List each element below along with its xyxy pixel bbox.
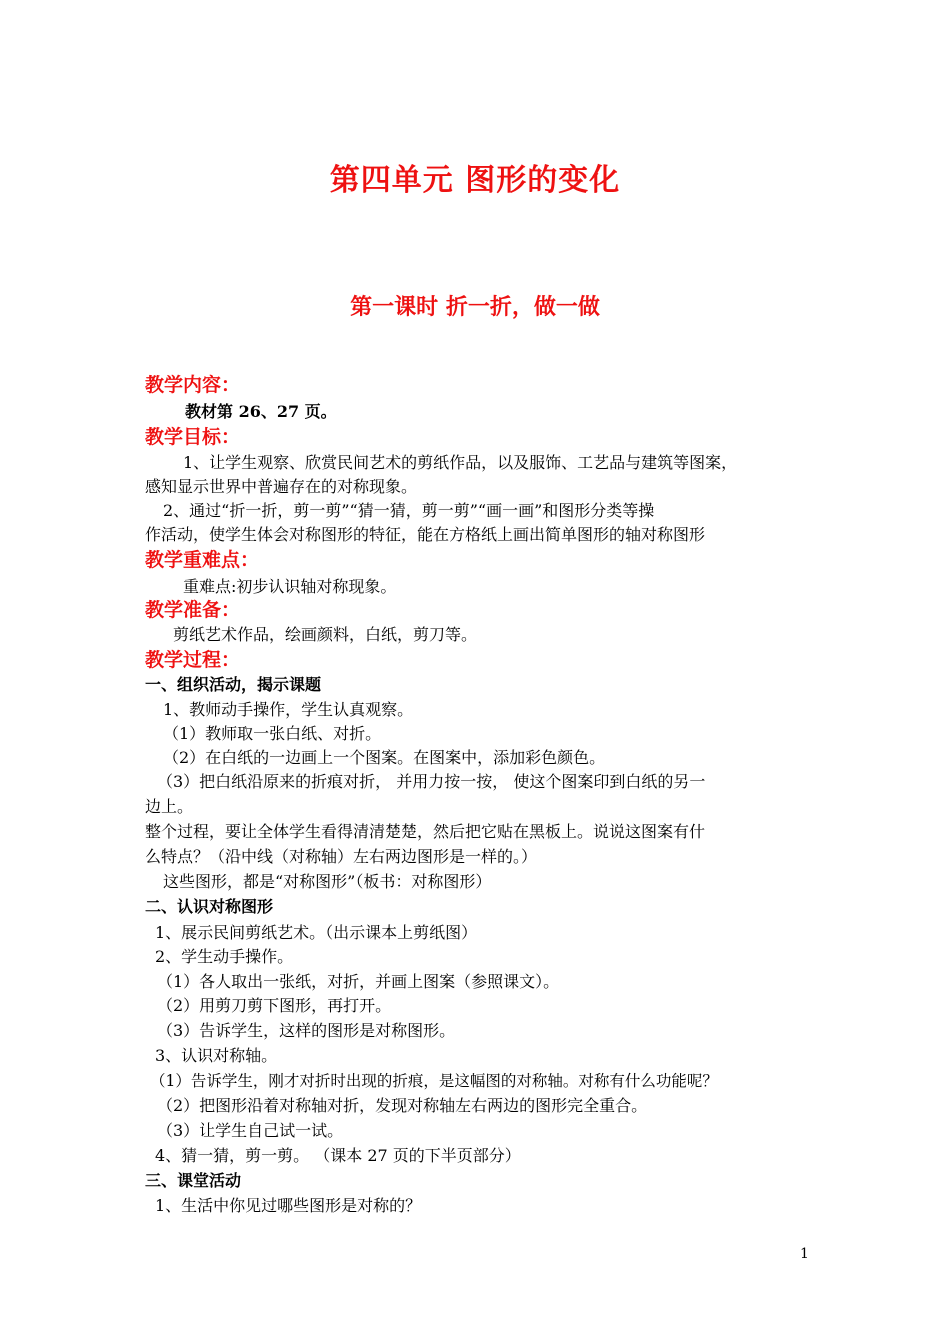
page-number: 1 bbox=[800, 1246, 809, 1262]
p2-3: 3、认识对称轴。 bbox=[155, 1046, 278, 1065]
unit-title: 第四单元 图形的变化 bbox=[329, 163, 621, 198]
content-heading: 教学内容： bbox=[145, 374, 241, 396]
prep-text: 剪纸艺术作品，绘画颜料，白纸，剪刀等。 bbox=[173, 625, 478, 644]
p2-2a: （1）各人取出一张纸，对折，并画上图案（参照课文）。 bbox=[157, 972, 560, 991]
p1-1: 1、教师动手操作，学生认真观察。 bbox=[163, 700, 414, 719]
key-heading: 教学重难点： bbox=[145, 549, 260, 571]
prep-heading: 教学准备： bbox=[145, 599, 241, 621]
p2-2: 2、学生动手操作。 bbox=[155, 947, 294, 966]
goal2-line2: 作活动，使学生体会对称图形的特征，能在方格纸上画出简单图形的轴对称图形 bbox=[145, 525, 706, 544]
content-text: 教材第 26、27 页。 bbox=[185, 402, 337, 421]
p1-2-line2: 么特点？（沿中线（对称轴）左右两边图形是一样的。） bbox=[145, 847, 538, 866]
goal2-line1: 2、通过“折一折，剪一剪”“猜一猜，剪一剪”“画一画”和图形分类等操 bbox=[163, 501, 655, 520]
p2-1: 1、展示民间剪纸艺术。（出示课本上剪纸图） bbox=[155, 923, 478, 942]
p2-3b: （2）把图形沿着对称轴对折，发现对称轴左右两边的图形完全重合。 bbox=[157, 1096, 648, 1115]
p2-3a: （1）告诉学生，刚才对折时出现的折痕，是这幅图的对称轴。对称有什么功能呢？ bbox=[150, 1072, 718, 1090]
p1-1c-line2: 边上。 bbox=[145, 797, 194, 816]
p2-3c: （3）让学生自己试一试。 bbox=[157, 1121, 344, 1140]
lesson-title: 第一课时 折一折，做一做 bbox=[350, 295, 600, 320]
p1-2-line1: 整个过程，要让全体学生看得清清楚楚，然后把它贴在黑板上。说说这图案有什 bbox=[145, 822, 706, 841]
key-text: 重难点:初步认识轴对称现象。 bbox=[183, 577, 397, 596]
goals-heading: 教学目标： bbox=[145, 426, 241, 448]
p2-2b: （2）用剪刀剪下图形，再打开。 bbox=[157, 996, 392, 1015]
goal1-line2: 感知显示世界中普遍存在的对称现象。 bbox=[145, 477, 418, 496]
p1-3: 这些图形，都是“对称图形”（板书：对称图形） bbox=[163, 872, 492, 891]
p2-4: 4、猜一猜，剪一剪。 （课本 27 页的下半页部分） bbox=[155, 1146, 521, 1165]
part1-heading: 一、组织活动，揭示课题 bbox=[145, 675, 322, 694]
process-heading: 教学过程： bbox=[145, 649, 241, 671]
p3-1: 1、生活中你见过哪些图形是对称的？ bbox=[155, 1196, 422, 1215]
p1-1c-line1: （3）把白纸沿原来的折痕对折， 并用力按一按， 使这个图案印到白纸的另一 bbox=[157, 772, 706, 791]
p2-2c: （3）告诉学生，这样的图形是对称图形。 bbox=[157, 1021, 456, 1040]
goal1-line1: 1、让学生观察、欣赏民间艺术的剪纸作品，以及服饰、工艺品与建筑等图案， bbox=[183, 453, 738, 472]
p1-1a: （1）教师取一张白纸、对折。 bbox=[163, 724, 382, 743]
part3-heading: 三、课堂活动 bbox=[145, 1171, 242, 1190]
p1-1b: （2）在白纸的一边画上一个图案。在图案中，添加彩色颜色。 bbox=[163, 748, 606, 767]
part2-heading: 二、认识对称图形 bbox=[145, 897, 274, 916]
